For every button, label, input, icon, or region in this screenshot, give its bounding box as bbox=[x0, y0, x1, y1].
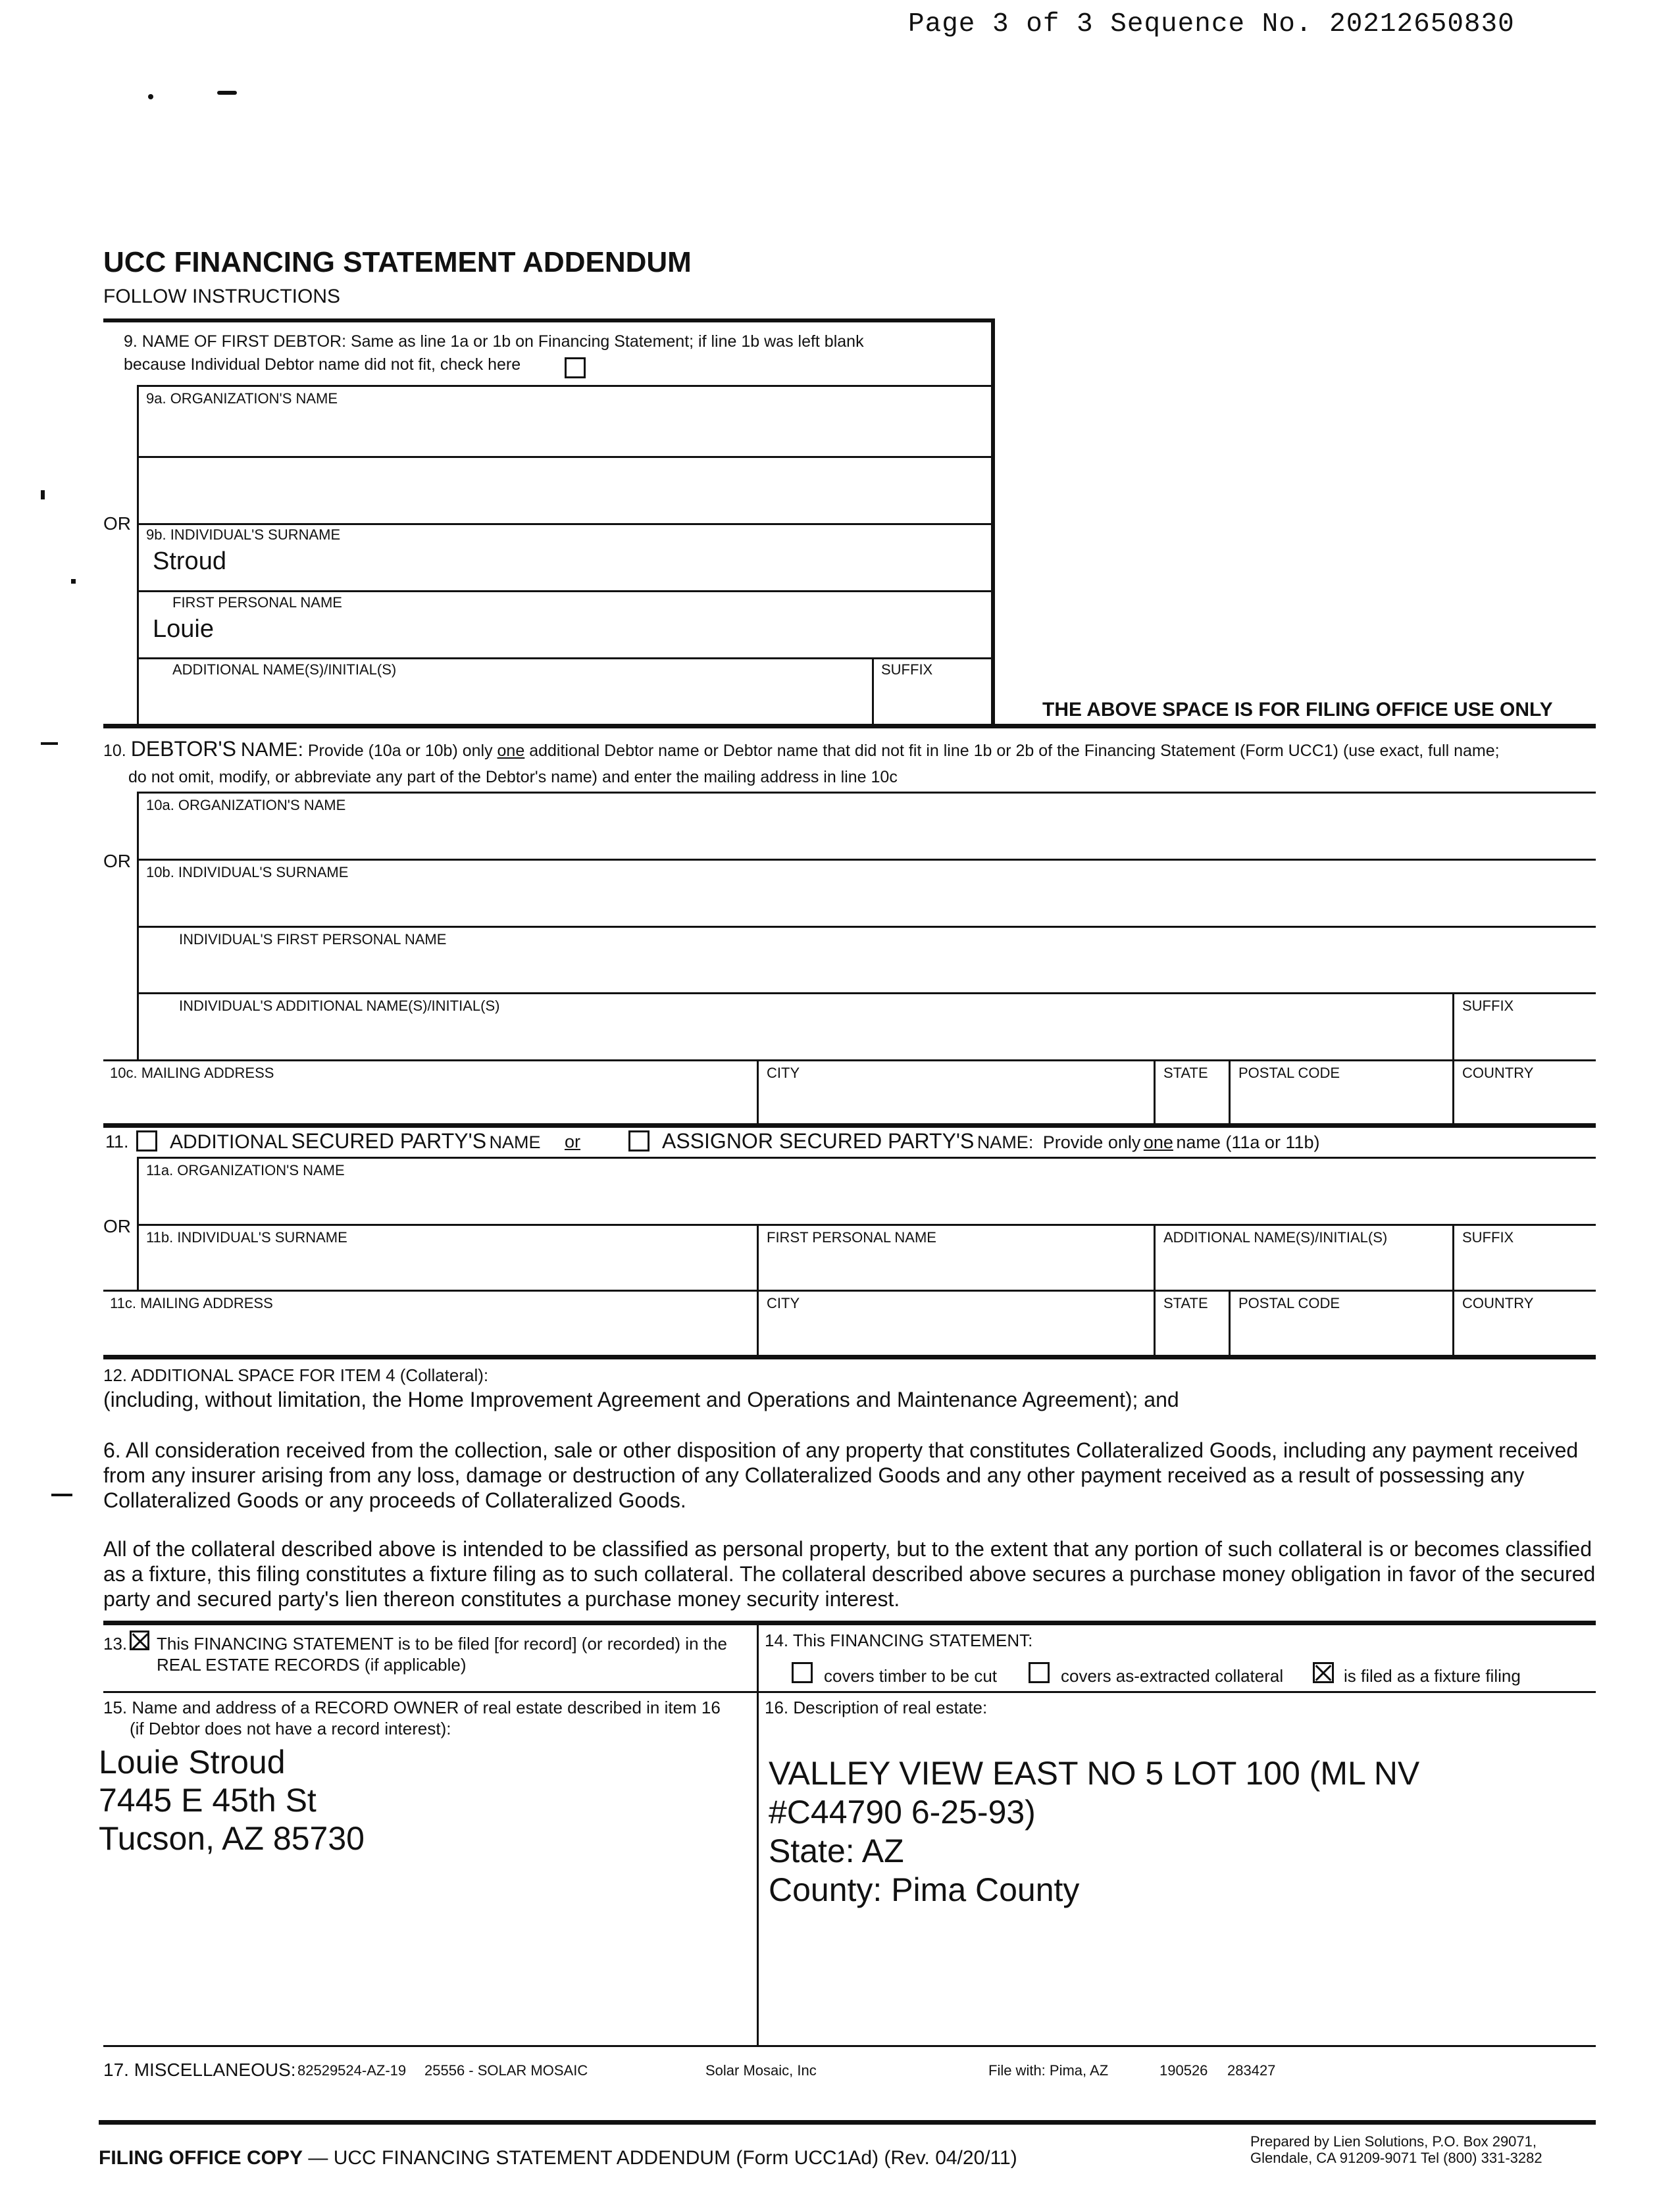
section11-name-word: NAME bbox=[489, 1132, 541, 1152]
filing-office-note: THE ABOVE SPACE IS FOR FILING OFFICE USE ONLY bbox=[1042, 699, 1553, 721]
section14-timber-label: covers timber to be cut bbox=[824, 1666, 997, 1686]
section10b-bottom-line bbox=[138, 926, 1596, 928]
section13-text-line2: REAL ESTATE RECORDS (if applicable) bbox=[157, 1655, 467, 1675]
section15-owner-city: Tucson, AZ 85730 bbox=[99, 1820, 365, 1857]
footer-prepared-line2: Glendale, CA 91209-9071 Tel (800) 331-3282 bbox=[1250, 2150, 1542, 2166]
scan-speck bbox=[148, 94, 153, 99]
section9-left-border bbox=[137, 385, 139, 725]
section11-additional-label-group bbox=[170, 1129, 541, 1153]
section10-row-line bbox=[138, 792, 1596, 794]
section11-top-border bbox=[103, 1123, 1596, 1128]
section10-label-line1 bbox=[103, 737, 1500, 761]
section11-provide-text: Provide only bbox=[1042, 1132, 1141, 1152]
section11-number: 11. bbox=[105, 1132, 129, 1151]
section13-top-border bbox=[103, 1621, 1596, 1625]
section11-secured-party-word: SECURED PARTY'S bbox=[291, 1129, 487, 1153]
section11-assignor-checkbox[interactable] bbox=[628, 1130, 649, 1151]
section9-label-line2: because Individual Debtor name did not fit, check here bbox=[124, 355, 521, 374]
section16-line3: State: AZ bbox=[769, 1833, 904, 1869]
section17-code1: 190526 bbox=[1159, 2062, 1208, 2079]
section11-suffix-label: SUFFIX bbox=[1462, 1229, 1514, 1246]
footer-form-text: UCC FINANCING STATEMENT ADDENDUM (Form UCC1Ad) (Rev. 04/20/11) bbox=[333, 2147, 1017, 2169]
section10-first-name-bottom bbox=[138, 992, 1596, 994]
section10-postal-label: POSTAL CODE bbox=[1238, 1065, 1340, 1081]
section9-checkbox[interactable] bbox=[565, 357, 586, 378]
section10-number: 10. bbox=[103, 742, 126, 760]
section11-one-word: one bbox=[1143, 1132, 1173, 1152]
section11-or-label: OR bbox=[103, 1216, 131, 1236]
section12-label: 12. ADDITIONAL SPACE FOR ITEM 4 (Collateral): bbox=[103, 1365, 489, 1385]
section15-label-line2: (if Debtor does not have a record interest): bbox=[130, 1719, 451, 1738]
section10-first-name-label: INDIVIDUAL'S FIRST PERSONAL NAME bbox=[179, 931, 447, 948]
section11-additional-word: ADDITIONAL bbox=[170, 1131, 289, 1153]
section16-line2: #C44790 6-25-93) bbox=[769, 1794, 1036, 1831]
scan-speck bbox=[71, 579, 76, 584]
section11-first-name-label: FIRST PERSONAL NAME bbox=[767, 1229, 936, 1246]
section11c-mailing-label: 11c. MAILING ADDRESS bbox=[110, 1295, 273, 1311]
section10-top-border bbox=[103, 724, 1596, 728]
section10-country-label: COUNTRY bbox=[1462, 1065, 1534, 1081]
section12-collateral-line1: (including, without limitation, the Home Improvement Agreement and Operations and Maintenance Agreement); and bbox=[103, 1388, 1179, 1411]
section10-one-word: one bbox=[497, 742, 525, 760]
section17-file-with: File with: Pima, AZ bbox=[988, 2062, 1109, 2079]
section15-label-line1: 15. Name and address of a RECORD OWNER of real estate described in item 16 bbox=[103, 1698, 721, 1717]
section10-name-word: NAME: bbox=[240, 739, 303, 761]
section10-or-label: OR bbox=[103, 851, 131, 871]
section10-additional-label: INDIVIDUAL'S ADDITIONAL NAME(S)/INITIAL(S) bbox=[179, 998, 500, 1014]
footer-prepared-line1: Prepared by Lien Solutions, P.O. Box 29071, bbox=[1250, 2133, 1537, 2150]
section17-ref1: 82529524-AZ-19 bbox=[297, 2062, 407, 2079]
section14-fixture-label: is filed as a fixture filing bbox=[1344, 1666, 1521, 1686]
section9-first-name-value: Louie bbox=[153, 615, 214, 643]
section9-suffix-label: SUFFIX bbox=[881, 661, 933, 678]
scan-speck bbox=[41, 490, 45, 499]
section13-checkbox[interactable] bbox=[130, 1631, 149, 1650]
section11-additional-name-label: ADDITIONAL NAME(S)/INITIAL(S) bbox=[1163, 1229, 1388, 1246]
section9a-label: 9a. ORGANIZATION'S NAME bbox=[146, 390, 338, 407]
form-title: UCC FINANCING STATEMENT ADDENDUM bbox=[103, 246, 692, 278]
form-subtitle: FOLLOW INSTRUCTIONS bbox=[103, 286, 341, 307]
section11-name-colon: NAME: bbox=[977, 1132, 1034, 1152]
section10-title: DEBTOR'S bbox=[130, 737, 236, 761]
section9-row-line bbox=[138, 385, 994, 387]
section9b-surname-value: Stroud bbox=[153, 547, 226, 575]
section14-label: 14. This FINANCING STATEMENT: bbox=[765, 1631, 1033, 1650]
section11a-bottom-line bbox=[138, 1224, 1596, 1226]
section10-suffix-label: SUFFIX bbox=[1462, 998, 1514, 1014]
section16-label: 16. Description of real estate: bbox=[765, 1698, 988, 1717]
section9b-surname-label: 9b. INDIVIDUAL'S SURNAME bbox=[146, 526, 341, 543]
section10c-mailing-label: 10c. MAILING ADDRESS bbox=[110, 1065, 274, 1081]
section11b-surname-label: 11b. INDIVIDUAL'S SURNAME bbox=[146, 1229, 347, 1246]
scan-speck bbox=[41, 742, 58, 745]
footer-top-border bbox=[99, 2120, 1596, 2125]
section14-fixture-checkbox[interactable] bbox=[1313, 1662, 1334, 1683]
section11-country-label: COUNTRY bbox=[1462, 1295, 1534, 1311]
section10a-bottom-line bbox=[138, 859, 1596, 861]
section12-top-border bbox=[103, 1355, 1596, 1359]
section9-additional-label: ADDITIONAL NAME(S)/INITIAL(S) bbox=[172, 661, 397, 678]
section17-code2: 283427 bbox=[1227, 2062, 1276, 2079]
section15-owner-street: 7445 E 45th St bbox=[99, 1782, 317, 1819]
section10a-label: 10a. ORGANIZATION'S NAME bbox=[146, 797, 346, 813]
section17-party: Solar Mosaic, Inc bbox=[705, 2062, 817, 2079]
section14-timber-checkbox[interactable] bbox=[792, 1662, 813, 1683]
section9-first-name-bottom bbox=[138, 657, 994, 659]
section10-provide-text: Provide (10a or 10b) only bbox=[307, 742, 493, 760]
section17-label: 17. MISCELLANEOUS: bbox=[103, 2060, 296, 2080]
section9a-bottom-line bbox=[138, 523, 994, 525]
section16-line1: VALLEY VIEW EAST NO 5 LOT 100 (ML NV bbox=[769, 1755, 1420, 1792]
footer-dash: — bbox=[308, 2147, 328, 2169]
section10b-surname-label: 10b. INDIVIDUAL'S SURNAME bbox=[146, 864, 349, 880]
section10-postal-divider bbox=[1229, 1059, 1231, 1125]
section10-additional-bottom bbox=[103, 1059, 1596, 1061]
section14-extracted-checkbox[interactable] bbox=[1029, 1662, 1050, 1683]
section10-instructions: additional Debtor name or Debtor name that did not fit in line 1b or 2b of the Financing Statement (Form UCC1) (use exact, full name; bbox=[529, 742, 1500, 760]
section9-suffix-divider bbox=[872, 657, 874, 725]
section11-assignor-word: ASSIGNOR SECURED PARTY'S bbox=[662, 1129, 975, 1153]
section17-top-border bbox=[103, 2045, 1596, 2047]
section17-ref2: 25556 - SOLAR MOSAIC bbox=[424, 2062, 588, 2079]
section11-or-word: or bbox=[565, 1132, 581, 1151]
section11-provide-end: name (11a or 11b) bbox=[1176, 1132, 1320, 1152]
footer-copy-label: FILING OFFICE COPY bbox=[99, 2147, 303, 2169]
section9-top-border bbox=[103, 318, 995, 322]
section11-city-label: CITY bbox=[767, 1295, 800, 1311]
section13-text-line1: This FINANCING STATEMENT is to be filed [for record] (or recorded) in the bbox=[157, 1634, 727, 1654]
section11-assignor-label-group bbox=[662, 1129, 1319, 1153]
section9-or-label: OR bbox=[103, 513, 131, 534]
section13-14-divider bbox=[757, 1621, 759, 2047]
section9a-mid-line bbox=[138, 456, 994, 458]
section10-label-line2: do not omit, modify, or abbreviate any part of the Debtor's name) and enter the mailing address in line 10c bbox=[128, 768, 898, 786]
section15-top-border bbox=[103, 1691, 1596, 1693]
scan-speck bbox=[217, 91, 237, 95]
page-sequence-header: Page 3 of 3 Sequence No. 20212650830 bbox=[908, 9, 1515, 39]
section14-extracted-label: covers as-extracted collateral bbox=[1061, 1666, 1284, 1686]
scan-speck bbox=[51, 1494, 72, 1496]
section11-state-label: STATE bbox=[1163, 1295, 1208, 1311]
section9b-bottom-line bbox=[138, 590, 994, 592]
section12-collateral-final: All of the collateral described above is intended to be classified as personal property, but to the extent that any portion of such collateral is or becomes classified as a fixture, this filing constitutes a fixture filing as to such collateral. The collateral described above secures a purchase money obligation in favor of the secured party and secured party's lien thereon constitutes a purchase money security interest. bbox=[103, 1537, 1596, 1611]
section16-line4: County: Pima County bbox=[769, 1871, 1080, 1908]
section11-postal-divider bbox=[1229, 1290, 1231, 1357]
section11b-bottom-line bbox=[103, 1290, 1596, 1292]
footer-form-text-group bbox=[99, 2147, 1017, 2169]
section10-city-label: CITY bbox=[767, 1065, 800, 1081]
section9-label-line1: 9. NAME OF FIRST DEBTOR: Same as line 1a or 1b on Financing Statement; if line 1b was left blank bbox=[124, 332, 864, 351]
section15-owner-name: Louie Stroud bbox=[99, 1744, 286, 1781]
section10-state-divider bbox=[1154, 1059, 1156, 1125]
section9-first-name-label: FIRST PERSONAL NAME bbox=[172, 594, 342, 611]
section13-number: 13. bbox=[103, 1634, 128, 1654]
section9-right-border bbox=[991, 318, 995, 725]
section11a-label: 11a. ORGANIZATION'S NAME bbox=[146, 1162, 345, 1178]
section12-collateral-para6: 6. All consideration received from the collection, sale or other disposition of any property that constitutes Collateralized Goods, including any payment received from any insurer arising from any loss, damage or destruction of any Collateralized Goods and any other payment received as a result of possessing any Collateralized Goods or any proceeds of Collateralized Goods. bbox=[103, 1438, 1579, 1512]
section11-additional-checkbox[interactable] bbox=[136, 1130, 157, 1151]
section10-suffix-divider bbox=[1452, 992, 1454, 1125]
section10-state-label: STATE bbox=[1163, 1065, 1208, 1081]
section11-postal-label: POSTAL CODE bbox=[1238, 1295, 1340, 1311]
section10-city-divider bbox=[757, 1059, 759, 1125]
section11-row-line bbox=[138, 1157, 1596, 1159]
